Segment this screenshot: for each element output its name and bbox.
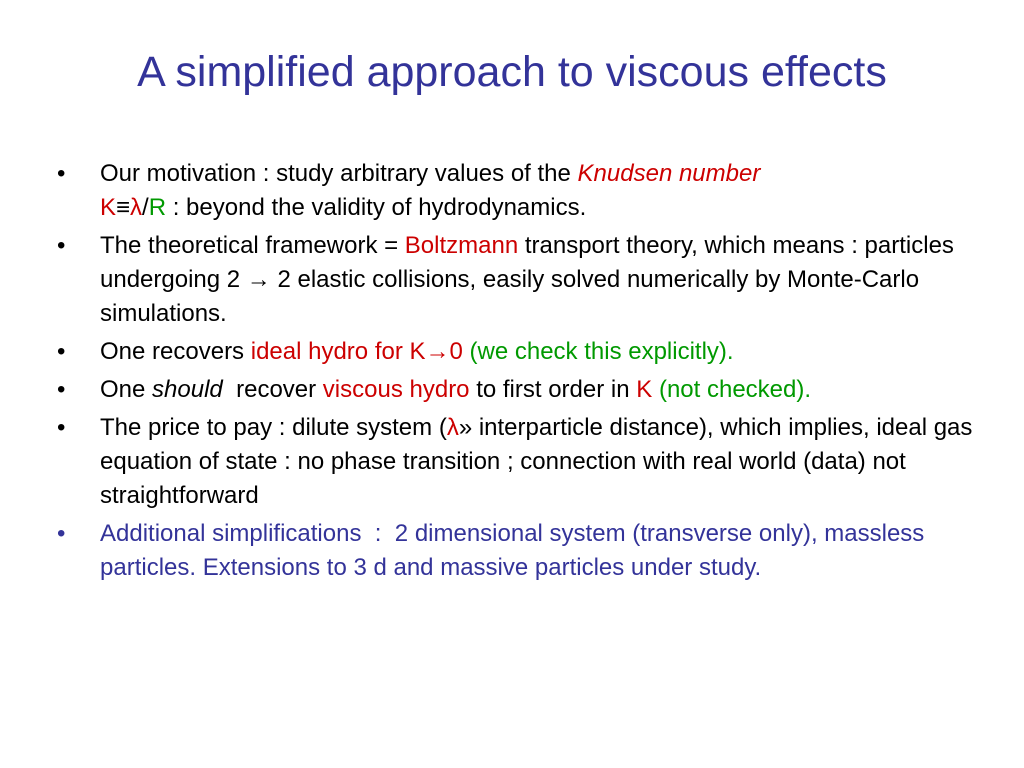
not-checked-note: (not checked). bbox=[652, 376, 812, 403]
bullet-dot-icon: • bbox=[57, 160, 66, 187]
bullet-item-motivation bbox=[0, 157, 1024, 225]
knudsen-number-term: Knudsen number bbox=[577, 160, 761, 187]
symbol-slash: / bbox=[142, 194, 149, 221]
bullet-item-ideal-hydro bbox=[0, 335, 1024, 369]
symbol-r: R bbox=[148, 194, 167, 221]
bullet-dot-icon: • bbox=[57, 414, 66, 441]
bullet-text: One bbox=[100, 376, 153, 403]
bullet-item-framework bbox=[0, 229, 1024, 331]
bullet-dot-icon: • bbox=[57, 338, 66, 365]
bullet-item-viscous-hydro bbox=[0, 373, 1024, 407]
bullet-text: » interparticle distance), which implies, ideal gas equation of state : no phase transition ; connection with real world (data) not straightforward bbox=[100, 414, 973, 509]
bullet-text: Our motivation : study arbitrary values of the bbox=[100, 160, 578, 187]
symbol-k: K bbox=[100, 194, 117, 221]
symbol-lambda: λ bbox=[130, 194, 143, 221]
bullet-dot-icon: • bbox=[57, 376, 66, 403]
bullet-text: : beyond the validity of hydrodynamics. bbox=[166, 194, 587, 221]
bullet-text: transport theory, which means : particles undergoing 2 → 2 elastic collisions, easily solved numerically by Monte-Carlo simulations. bbox=[100, 232, 954, 327]
slide-title: A simplified approach to viscous effects bbox=[137, 48, 887, 96]
bullet-text: recover bbox=[222, 376, 323, 403]
bullet-dot-icon: • bbox=[57, 520, 66, 547]
bullet-text: Additional simplifications : 2 dimensional system (transverse only), massless particles. Extensions to 3 d and massive particles under study. bbox=[100, 520, 931, 581]
bullet-item-simplifications bbox=[0, 517, 1024, 585]
boltzmann-term: Boltzmann bbox=[404, 232, 519, 259]
viscous-hydro-term: viscous hydro bbox=[322, 376, 470, 403]
symbol-equiv: ≡ bbox=[116, 194, 131, 221]
should-term: should bbox=[152, 376, 223, 403]
bullet-text: to first order in bbox=[469, 376, 637, 403]
symbol-k: K bbox=[636, 376, 653, 403]
bullet-text: One recovers bbox=[100, 338, 251, 365]
bullet-dot-icon: • bbox=[57, 232, 66, 259]
check-note: (we check this explicitly). bbox=[462, 338, 734, 365]
bullet-item-price bbox=[0, 411, 1024, 513]
ideal-hydro-term: ideal hydro for K→0 bbox=[250, 338, 463, 365]
bullet-list bbox=[0, 157, 1024, 589]
bullet-text: The theoretical framework = bbox=[100, 232, 405, 259]
symbol-lambda: λ bbox=[446, 414, 459, 441]
bullet-text: The price to pay : dilute system ( bbox=[100, 414, 447, 441]
